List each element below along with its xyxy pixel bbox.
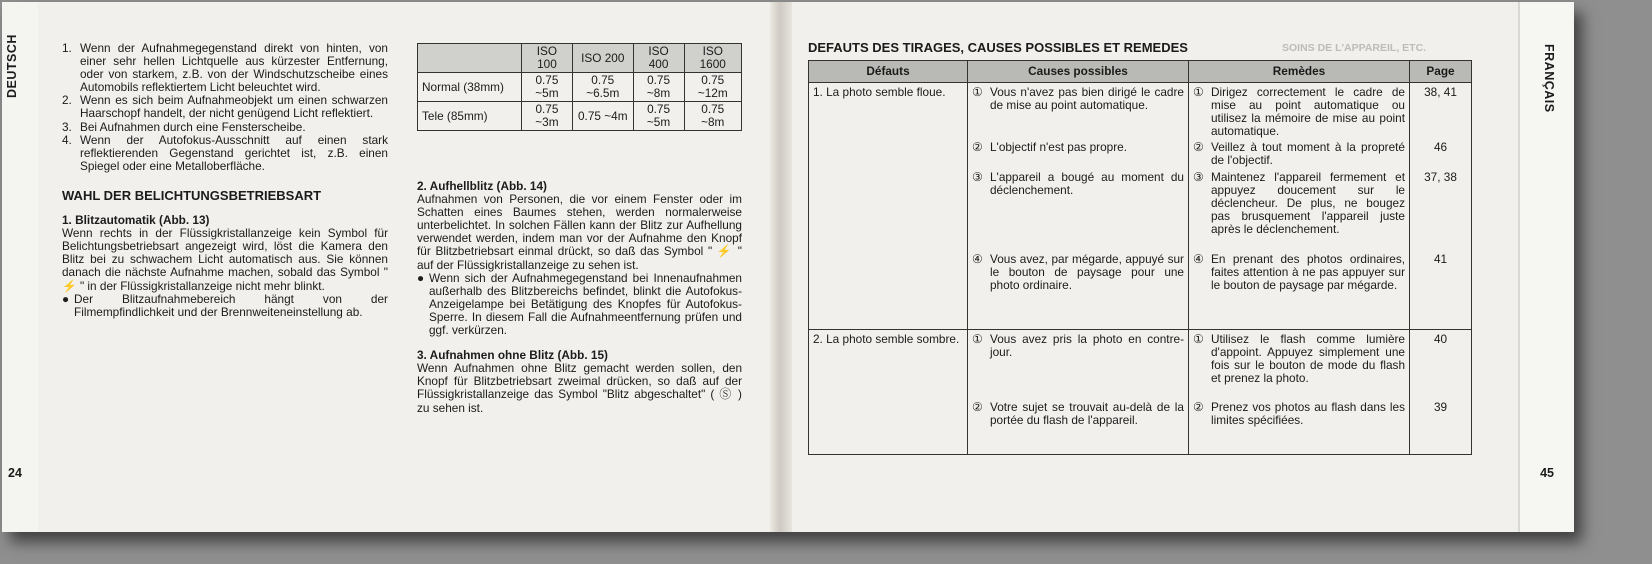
table-header: ISO 100 — [522, 44, 573, 73]
page-number-right: 45 — [1540, 466, 1554, 480]
table-header: Page — [1410, 61, 1472, 83]
paragraph: Wenn Aufnahmen ohne Blitz gemacht werden sollen, den Knopf für Blitzbetriebsart zweimal drücken, so daß auf der Flüssigkristallanzeige das Symbol "Blitz abgeschaltet" ( Ⓢ ) zu sehen ist. — [417, 361, 742, 415]
table-row — [418, 102, 742, 131]
show-through-heading: SOINS DE L'APPAREIL, ETC. — [1282, 42, 1427, 54]
table-cell: ① Utilisez le flash comme lumière d'appoint. Appuyez simplement une fois sur le bouton de mode du flash et prenez la photo. ② Prenez vos photos au flash dans les limites spécifiées. — [1189, 330, 1410, 455]
subsection-heading: 3. Aufnahmen ohne Blitz (Abb. 15) — [417, 348, 608, 363]
left-column — [62, 42, 388, 319]
table-cell: 0.75 ~4m — [572, 102, 633, 131]
table-row — [809, 330, 1472, 455]
table-header: Défauts — [809, 61, 968, 83]
table-cell: 0.75 ~5m — [522, 73, 573, 102]
table-header: ISO 200 — [572, 44, 633, 73]
table-header-row — [418, 44, 742, 73]
language-tab-francais: FRANÇAIS — [1542, 44, 1556, 113]
table-cell: 1. La photo semble floue. — [809, 83, 968, 330]
table-cell: 0.75 ~6.5m — [572, 73, 633, 102]
table-cell: Normal (38mm) — [418, 73, 522, 102]
list-item: 4. Wenn der Autofokus-Ausschnitt auf einen stark reflektierenden Gegenstand gerichtet ist, z.B. einen Spiegel oder eine Metalloberfläche. — [62, 132, 388, 173]
section-heading: WAHL DER BELICHTUNGSBETRIEBSART — [62, 187, 322, 203]
flash-range-table — [417, 43, 742, 131]
table-cell: ① Vous avez pris la photo en contre-jour. ② Votre sujet se trouvait au-delà de la portée du flash de l'appareil. — [968, 330, 1189, 455]
table-header: ISO 1600 — [684, 44, 741, 73]
table-header-row — [809, 61, 1472, 83]
page-number-left: 24 — [8, 466, 22, 480]
paragraph: Aufnahmen von Personen, die vor einem Fenster oder im Schatten eines Baumes stehen, werden normalerweise unterbelichtet. In solchen Fällen kann der Blitz zur Aufhellung verwendet werden, indem man vor der Aufnahme den Knopf für Blitzbetriebsart einmal drückt, so daß das Symbol " ⚡ " auf der Flüssigkristallanzeige zu sehen ist. — [417, 192, 742, 272]
table-cell: ① Dirigez correctement le cadre de mise au point automatique ou utilisez la mémoire de mise au point automatique. ② Veillez à tout moment à la propreté de l'objectif. ③ Maintenez l'appareil fermement et appuyez doucement sur le déclencheur. De plus, ne bougez pas brusquement l'appareil juste après le déclenchement. ④ En prenant des photos ordinaires, faites attention à ne pas appuyer sur le bouton de paysage par mégarde. — [1189, 83, 1410, 330]
table-cell: ① Vous n'avez pas bien dirigé le cadre de mise au point automatique. ② L'objectif n'est pas propre. ③ L'appareil a bougé au moment du déclenchement. ④ Vous avez, par mégarde, appuyé sur le bouton de paysage pour une photo ordinaire. — [968, 83, 1189, 330]
book-gutter — [770, 2, 792, 532]
table-cell: 38, 41 46 37, 38 41 — [1410, 83, 1472, 330]
subsection-heading: 1. Blitzautomatik (Abb. 13) — [62, 213, 210, 228]
middle-column — [417, 180, 742, 415]
bullet-item: ● Der Blitzaufnahmebereich hängt von der Filmempfindlichkeit und der Brennweiteneinstellung ab. — [62, 291, 388, 319]
table-cell: 0.75 ~5m — [633, 102, 684, 131]
table-cell: 0.75 ~8m — [684, 102, 741, 131]
page-title: DEFAUTS DES TIRAGES, CAUSES POSSIBLES ET REMEDES — [808, 40, 1188, 55]
table-header: Causes possibles — [968, 61, 1189, 83]
paragraph: Wenn rechts in der Flüssigkristallanzeige kein Symbol für Belichtungsbetriebsart angezeigt wird, löst die Kamera den Blitz bei zu schwachem Licht automatisch aus. Sie können danach die nächste Aufnahme machen, sobald das Symbol " ⚡ " in der Flüssigkristallanzeige nicht mehr blinkt. — [62, 226, 388, 293]
table-row — [418, 73, 742, 102]
list-item: 2. Wenn es sich beim Aufnahmeobjekt um einen schwarzen Haarschopf handelt, der nicht genügend Licht reflektiert. — [62, 93, 388, 121]
table-cell: Tele (85mm) — [418, 102, 522, 131]
book-spread — [2, 2, 1574, 532]
failure-conditions-list — [62, 42, 388, 173]
table-header: Remèdes — [1189, 61, 1410, 83]
table-header — [418, 44, 522, 73]
language-tab-deutsch: DEUTSCH — [5, 34, 19, 98]
table-row — [809, 83, 1472, 330]
list-item: 1. Wenn der Aufnahmegegenstand direkt von hinten, von einer sehr hellen Lichtquelle aus kürzester Entfernung, oder von starkem, z.B. von der Windschutzscheibe eines Automobils reflektiertem Licht beleuchtet wird. — [62, 41, 388, 95]
bullet-item: ● Wenn sich der Aufnahmegegenstand bei Innenaufnahmen außerhalb des Blitzbereichs befindet, blinkt die Autofokus-Anzeigelampe bei Betätigung des Knopfes für Autofokus-Sperre. In diesem Fall die Aufnahmeentfernung prüfen und ggf. verkürzen. — [417, 270, 742, 338]
table-cell: 2. La photo semble sombre. — [809, 330, 968, 455]
subsection-heading: 2. Aufhellblitz (Abb. 14) — [417, 179, 547, 193]
table-cell: 0.75 ~12m — [684, 73, 741, 102]
table-cell: 0.75 ~3m — [522, 102, 573, 131]
table-cell: 40 39 — [1410, 330, 1472, 455]
troubleshooting-table — [808, 60, 1472, 455]
table-header: ISO 400 — [633, 44, 684, 73]
table-cell: 0.75 ~8m — [633, 73, 684, 102]
list-item: 3. Bei Aufnahmen durch eine Fensterscheibe. — [62, 119, 306, 134]
